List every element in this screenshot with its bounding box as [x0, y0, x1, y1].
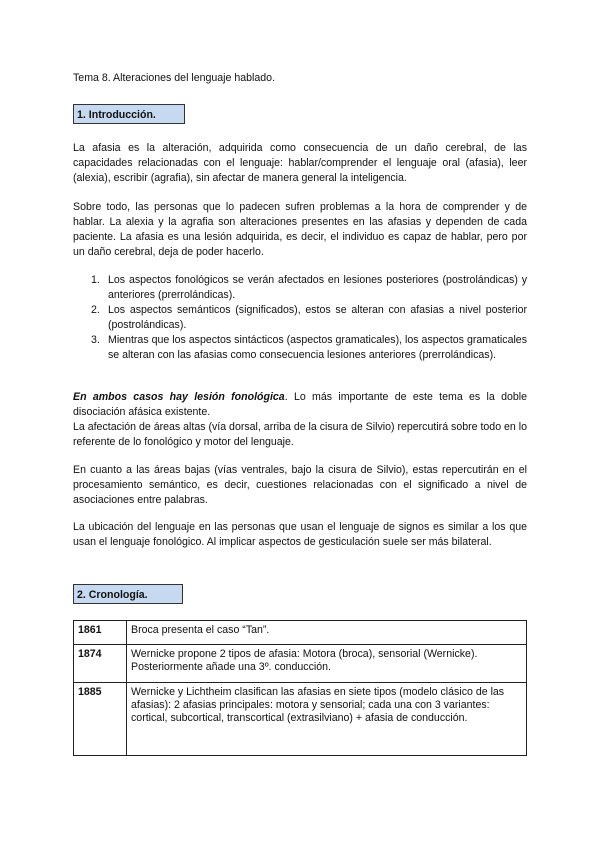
table-cell-event: Broca presenta el caso “Tan”. [127, 621, 527, 645]
list-item-number: 3. [91, 334, 100, 346]
paragraph-doble-disociacion [73, 390, 527, 450]
paragraph-doble-disociacion-line1 [73, 390, 527, 420]
paragraph-areas-bajas: En cuanto a las áreas bajas (vías ventrales, bajo la cisura de Silvio), estas repercutirán en el procesamiento semántico, es decir, cuestiones relacionadas con el significado a nivel de asociaciones entre palabras. [73, 464, 527, 506]
paragraph-lenguaje-signos: La ubicación del lenguaje en las personas que usan el lenguaje de signos es similar a los que usan el lenguaje fonológico. Al implicar aspectos de gesticulación suele ser más bilateral. [73, 521, 527, 548]
list-item [73, 303, 527, 333]
list-item-number: 1. [91, 274, 100, 286]
list-item-text: Los aspectos fonológicos se verán afectados en lesiones posteriores (postrolándicas) y anteriores (prerrolándicas). [108, 274, 527, 301]
table-row [74, 683, 527, 756]
table-cell-year: 1874 [74, 645, 127, 683]
table-cell-year: 1885 [74, 683, 127, 756]
paragraph-doble-disociacion-rest: . Lo más importante de este tema es la doble disociación afásica existente. [73, 391, 528, 418]
table-row [74, 621, 527, 645]
document-title: Tema 8. Alteraciones del lenguaje hablado. [73, 72, 276, 84]
table-row [74, 645, 527, 683]
aspects-list [73, 273, 527, 363]
paragraph-afasia-description: Sobre todo, las personas que lo padecen sufren problemas a la hora de comprender y de hablar. La alexia y la agrafia son alteraciones presentes en las afasias y dependen de cada paciente. La afasia es una lesión adquirida, es decir, el individuo es capaz de hablar, pero por un daño cerebral, deja de poder hacerlo. [73, 201, 527, 258]
list-item [73, 273, 527, 303]
list-item-number: 2. [91, 304, 100, 316]
paragraph-areas-altas: La afectación de áreas altas (vía dorsal, arriba de la cisura de Silvio) repercutirá sobre todo en lo referente de lo fonológico y motor del lenguaje. [73, 421, 528, 448]
table-cell-event: Wernicke y Lichtheim clasifican las afasias en siete tipos (modelo clásico de las afasias): 2 afasias principales: motora y sensorial; cada una con 3 variantes: cortical, subcortical, transcortical (extrasilviano) + afasia de conducción. [127, 683, 527, 756]
table-cell-event: Wernicke propone 2 tipos de afasia: Motora (broca), sensorial (Wernicke). Posteriormente añade una 3º. conducción. [127, 645, 527, 683]
section-heading-cronologia: 2. Cronología. [73, 584, 183, 604]
section-heading-introduccion: 1. Introducción. [73, 104, 185, 124]
paragraph-afasia-definition: La afasia es la alteración, adquirida como consecuencia de un daño cerebral, de las capacidades relacionadas con el lenguaje: hablar/comprender el lenguaje oral (afasia), leer (alexia), escribir (agrafia), sin afectar de manera general la inteligencia. [73, 142, 527, 184]
list-item-text: Mientras que los aspectos sintácticos (aspectos gramaticales), los aspectos gramaticales se alteran con las afasias como consecuencia lesiones anteriores (prerrolándicas). [108, 334, 527, 361]
emphasis-lesion-fonologica: En ambos casos hay lesión fonológica [73, 391, 285, 403]
list-item-text: Los aspectos semánticos (significados), estos se alteran con afasias a nivel posterior (postrolándicas). [108, 304, 527, 331]
table-cell-year: 1861 [74, 621, 127, 645]
list-item [73, 333, 527, 363]
chronology-table [73, 620, 527, 756]
